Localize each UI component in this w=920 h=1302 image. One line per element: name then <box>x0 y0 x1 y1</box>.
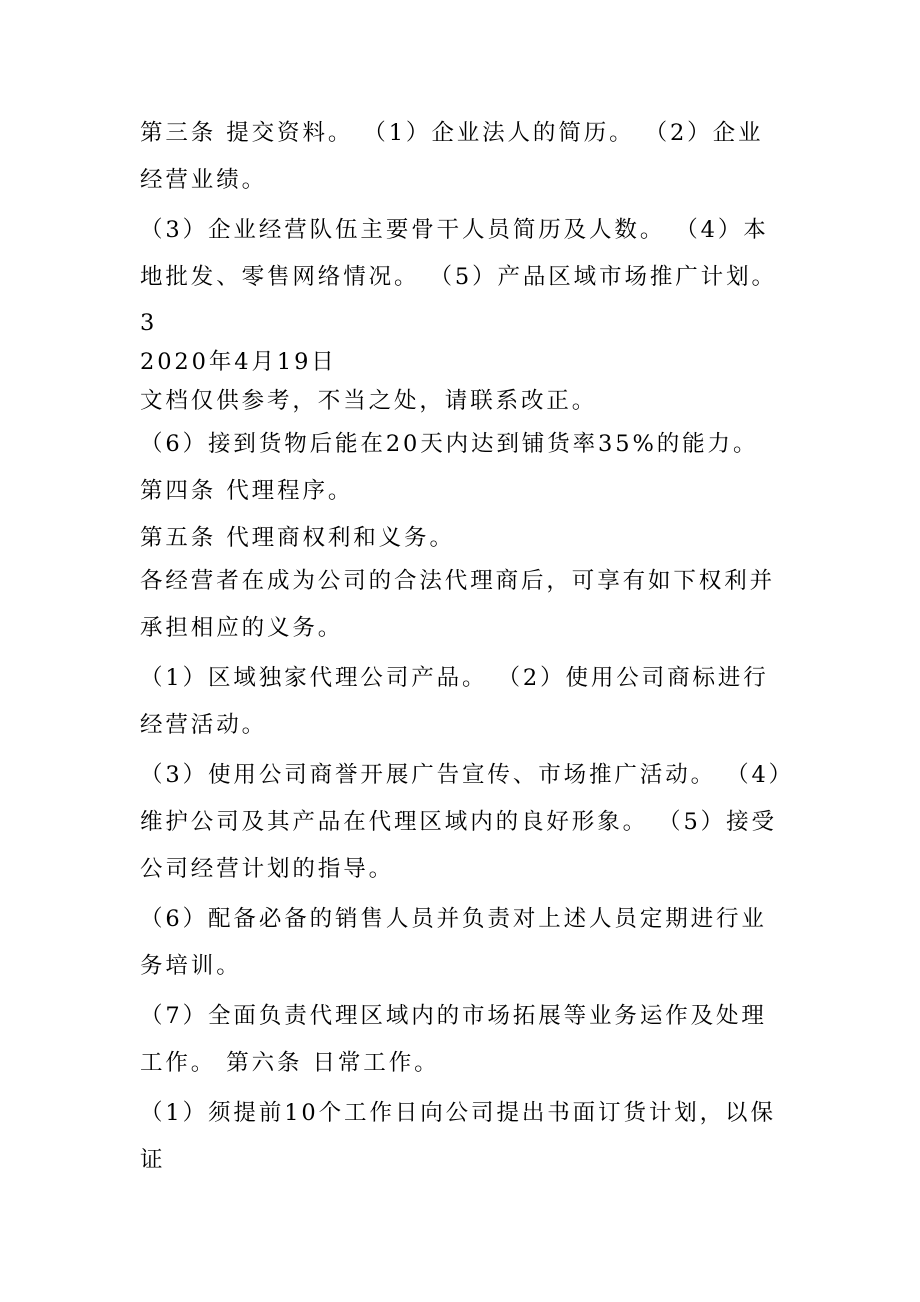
paragraph-article-3: 第三条 提交资料。 （1）企业法人的简历。 （2）企业经营业绩。 <box>140 120 764 193</box>
document-date: 2020年4月19日 <box>140 349 337 375</box>
paragraph-rights-6: （6）配备必备的销售人员并负责对上述人员定期进行业务培训。 <box>140 906 767 979</box>
document-body <box>140 110 785 1187</box>
paragraph-rights-1-2: （1）区域独家代理公司产品。 （2）使用公司商标进行经营活动。 <box>140 665 769 738</box>
paragraph-rights-3-5: （3）使用公司商誉开展广告宣传、市场推广活动。 （4）维护公司及其产品在代理区域内的良好形象。 （5）接受公司经营计划的指导。 <box>140 762 783 882</box>
paragraph-agent-rights-intro: 各经营者在成为公司的合法代理商后，可享有如下权利并承担相应的义务。 <box>140 568 776 641</box>
paragraph-daily-work-1: （1）须提前10个工作日向公司提出书面订货计划，以保证 <box>140 1100 776 1173</box>
disclaimer-note: 文档仅供参考，不当之处，请联系改正。 <box>140 388 598 414</box>
paragraph-rights-7-article-6: （7）全面负责代理区域内的市场拓展等业务运作及处理工作。 第六条 日常工作。 <box>140 1003 767 1076</box>
paragraph-article-5-heading: 第五条 代理商权利和义务。 <box>140 525 455 551</box>
paragraph-materials-list: （3）企业经营队伍主要骨干人员简历及人数。 （4）本地批发、零售网络情况。 （5）产品区域市场推广计划。 <box>140 217 777 290</box>
page-number: 3 <box>140 310 158 336</box>
paragraph-article-4: （6）接到货物后能在20天内达到铺货率35%的能力。 第四条 代理程序。 <box>140 431 759 504</box>
